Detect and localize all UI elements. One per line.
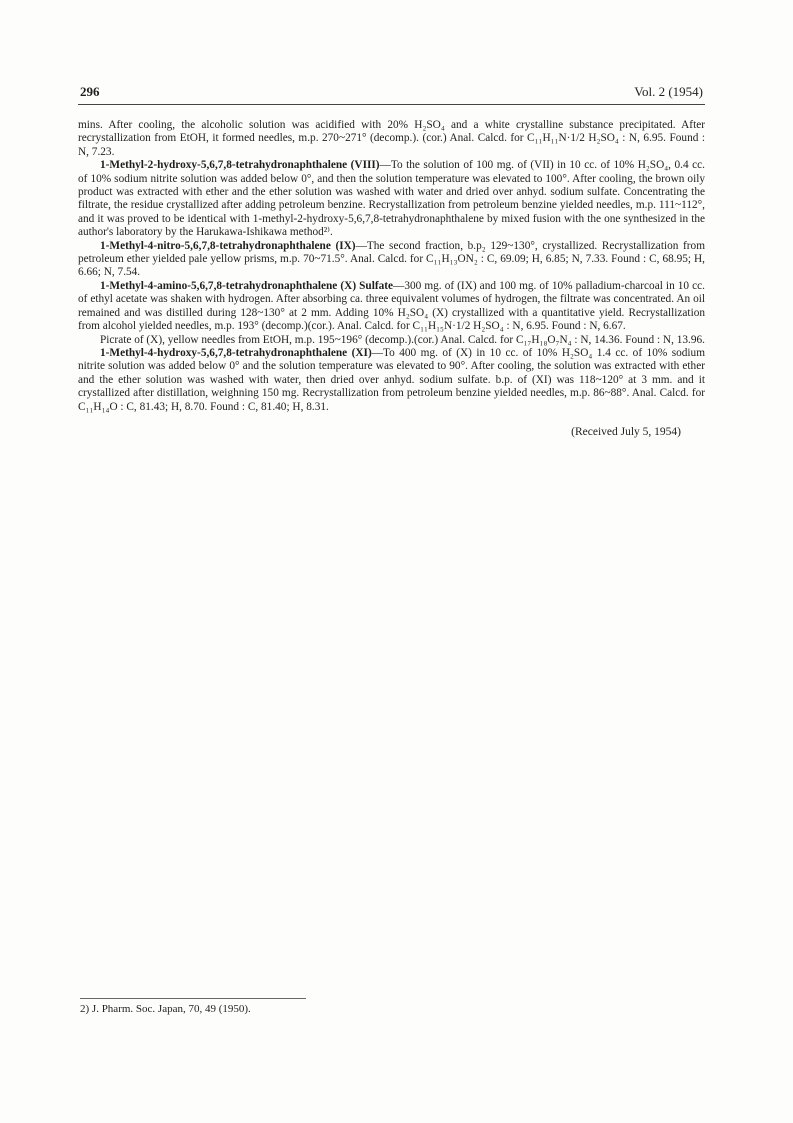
compound-heading: 1-Methyl-2-hydroxy-5,6,7,8-tetrahydronaphthalene (VIII) <box>100 159 380 172</box>
page <box>78 84 705 438</box>
article-body <box>78 119 705 414</box>
received-date: (Received July 5, 1954) <box>571 425 681 438</box>
compound-heading: 1-Methyl-4-nitro-5,6,7,8-tetrahydronaphthalene (IX) <box>100 239 356 252</box>
running-header <box>78 84 705 105</box>
paragraph: 1-Methyl-2-hydroxy-5,6,7,8-tetrahydronaphthalene (VIII)—To the solution of 100 mg. of (VII) in 10 cc. of 10% H₂SO₄, 0.4 cc. of 10% sodium nitrite solution was added below 0°, and then the solution temperature was elevated to 100°. After cooling, the brown oily product was extracted with ether and the ether solution was washed with water and dried over anhyd. sodium sulfate. Concentrating the filtrate, the residue crystallized after adding petroleum benzine. Recrystallization from petroleum benzine yielded needles, m.p. 111~112°, and it was proved to be identical with 1-methyl-2-hydroxy-5,6,7,8-tetrahydronaphthalene by mixed fusion with the one synthesized in the author's laboratory by the Harukawa-Ishikawa method²⁾. <box>78 159 706 239</box>
paragraph: 1-Methyl-4-nitro-5,6,7,8-tetrahydronaphthalene (IX)—The second fraction, b.p₂ 129~130°, crystallized. Recrystallization from petroleum ether yielded pale yellow prisms, m.p. 70~71.5°. Anal. Calcd. for C₁₁H₁₃ON₂ : C, 69.09; H, 6.85; N, 7.33. Found : C, 68.95; H, 6.66; N, 7.54. <box>78 239 705 279</box>
paragraph: Picrate of (X), yellow needles from EtOH, m.p. 195~196° (decomp.).(cor.) Anal. Calcd. for C₁₇H₁₈O₇N₄ : N, 14.36. Found : N, 13.96. <box>100 333 705 346</box>
paragraph: 1-Methyl-4-amino-5,6,7,8-tetrahydronaphthalene (X) Sulfate—300 mg. of (IX) and 100 mg. of 10% palladium-charcoal in 10 cc. of ethyl acetate was shaken with hydrogen. After absorbing ca. three equivalent volumes of hydrogen, the filtrate was concentrated. An oil remained and was distilled during 128~130° at 2 mm. Adding 10% H₂SO₄ (X) crystallized with a quantitative yield. Recrystallization from alcohol yielded needles, m.p. 193° (decomp.)(cor.). Anal. Calcd. for C₁₁H₁₅N·1/2 H₂SO₄ : N, 6.95. Found : N, 6.67. <box>78 279 706 333</box>
compound-heading: 1-Methyl-4-hydroxy-5,6,7,8-tetrahydronaphthalene (XI) <box>100 346 372 359</box>
paragraph: mins. After cooling, the alcoholic solution was acidified with 20% H₂SO₄ and a white crystalline substance precipitated. After recrystallization from EtOH, it formed needles, m.p. 270~271° (decomp.). (cor.) Anal. Calcd. for C₁₁H₁₁N·1/2 H₂SO₄ : N, 6.95. Found : N, 7.23. <box>78 119 705 158</box>
paragraph: 1-Methyl-4-hydroxy-5,6,7,8-tetrahydronaphthalene (XI)—To 400 mg. of (X) in 10 cc. of 10% H₂SO₄ 1.4 cc. of 10% sodium nitrite solution was added below 0° and the solution temperature was elevated to 90°. After cooling, the solution was extracted with ether and the ether solution was washed with water, then dried over anhyd. sodium sulfate. b.p. of (XI) was 118~120° at 3 mm. and it crystallized after distillation, weighning 150 mg. Recrystallization from petroleum benzine yielded needles, m.p. 86~88°. Anal. Calcd. for C₁₁H₁₄O : C, 81.43; H, 8.70. Found : C, 81.40; H, 8.31. <box>78 346 705 413</box>
volume-label: Vol. 2 (1954) <box>634 84 703 99</box>
footnote-divider <box>80 998 306 999</box>
page-number: 296 <box>80 84 100 99</box>
footnote: 2) J. Pharm. Soc. Japan, 70, 49 (1950). <box>80 1003 251 1015</box>
compound-heading: 1-Methyl-4-amino-5,6,7,8-tetrahydronaphthalene (X) Sulfate <box>100 279 394 292</box>
